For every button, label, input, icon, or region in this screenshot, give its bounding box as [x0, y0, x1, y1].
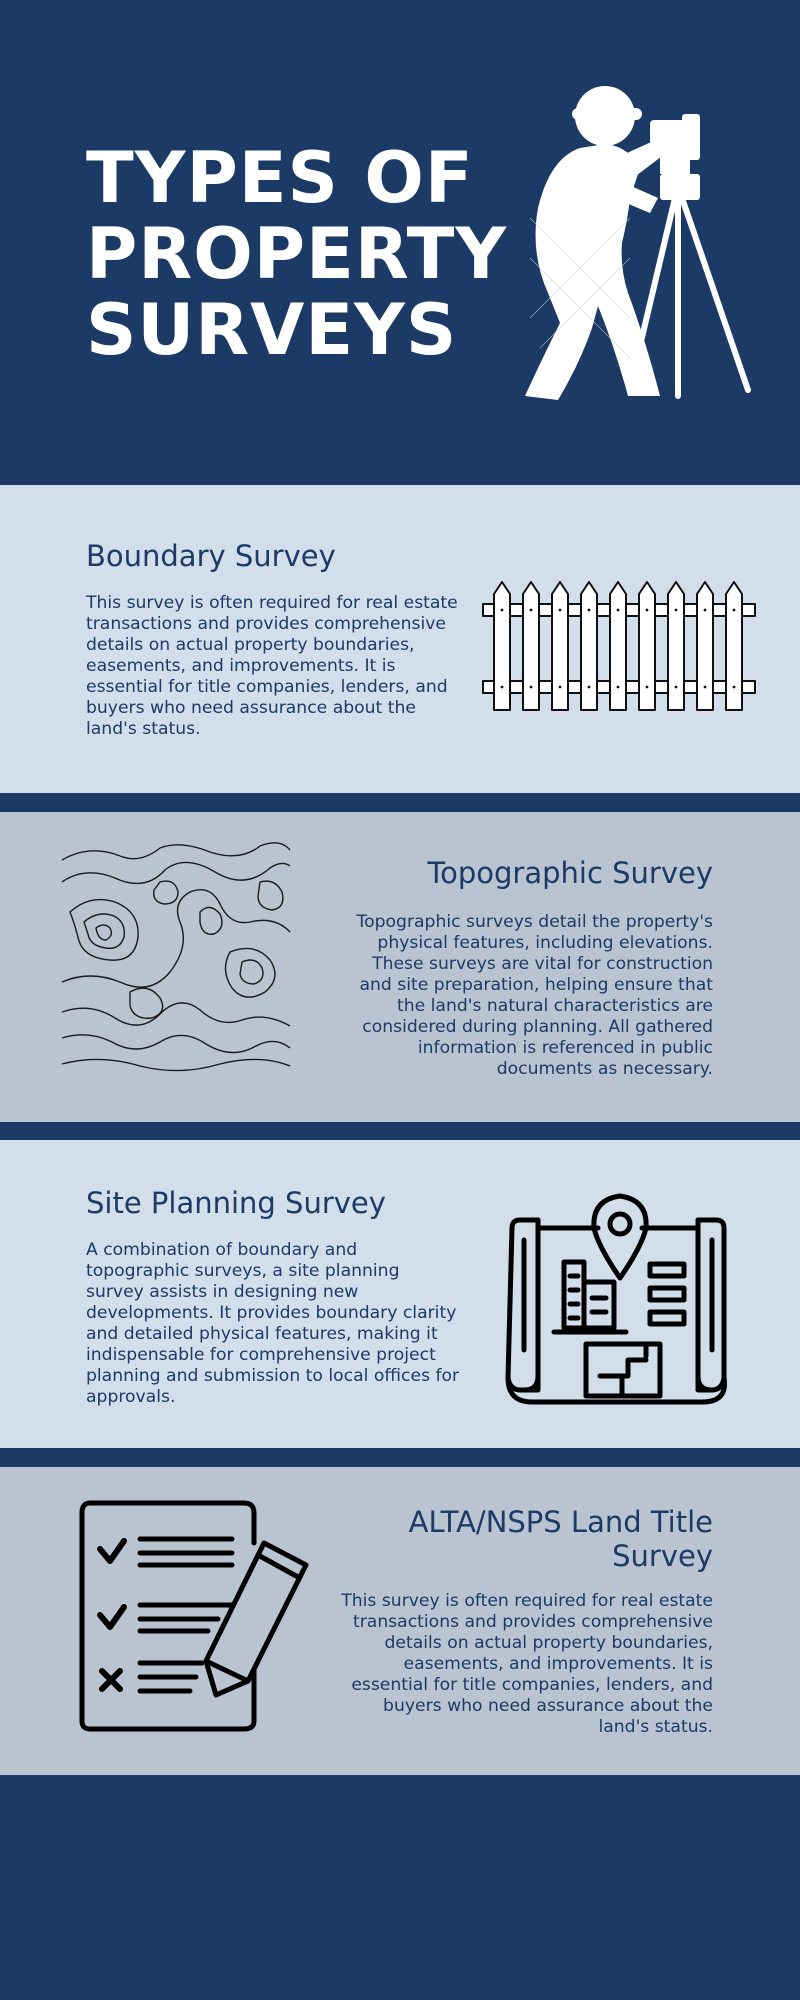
section-heading: Site Planning Survey: [86, 1186, 386, 1220]
page-title: [86, 137, 508, 371]
section-site-planning-survey: [0, 1140, 800, 1448]
title-line-3: SURVEYS: [86, 289, 458, 371]
surveyor-icon: [510, 78, 760, 408]
hero-banner: [0, 0, 800, 485]
fence-icon: [482, 580, 756, 712]
section-boundary-survey: [0, 485, 800, 793]
checklist-pencil-icon: [78, 1499, 314, 1733]
title-line-2: PROPERTY: [86, 213, 508, 295]
section-body: This survey is often required for real estate transactions and provides comprehensive details on actual property boundaries, easements, and improvements. It is essential for title companies, lenders, and buyers who need assurance about the land's status.: [86, 593, 458, 739]
section-body: A combination of boundary and topographic surveys, a site planning survey assists in designing new developments. It provides boundary clarity and detailed physical features, making it indispensable for comprehensive project planning and submission to local offices for approvals.: [86, 1240, 460, 1407]
section-heading: Boundary Survey: [86, 539, 336, 573]
section-topographic-survey: [0, 812, 800, 1122]
section-heading: ALTA/NSPS Land Title Survey: [408, 1505, 713, 1573]
contour-map-icon: [60, 842, 292, 1072]
section-heading: Topographic Survey: [427, 856, 713, 890]
section-body: This survey is often required for real estate transactions and provides comprehensive details on actual property boundaries, easements, and improvements. It is essential for title companies, lenders, and buyers who need assurance about the land's status.: [341, 1591, 713, 1737]
section-alta-nsps-survey: [0, 1467, 800, 1775]
section-body: Topographic surveys detail the property's physical features, including elevations. These surveys are vital for construction and site preparation, helping ensure that the land's natural characteristics are considered during planning. All gathered information is referenced in public documents as necessary.: [356, 912, 713, 1079]
site-plan-map-icon: [502, 1180, 734, 1406]
title-line-1: TYPES OF: [86, 137, 474, 219]
